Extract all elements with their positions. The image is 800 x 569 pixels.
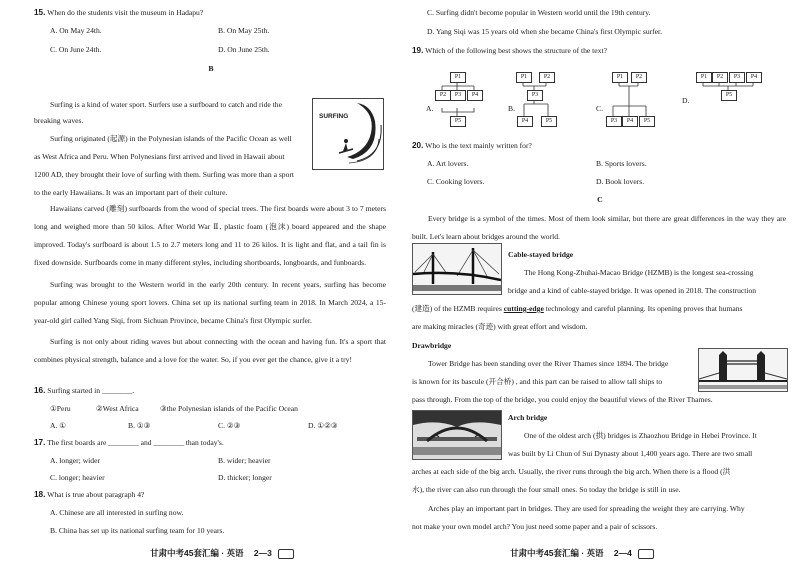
q19-b-p2: P2 bbox=[539, 72, 555, 83]
passage-b-p5: Surfing is not only about riding waves but about connecting with the ocean and having fun. It's a sport that combines physical strength, balance and a love for the water. So, if you ever get the chance, give it a try! bbox=[34, 337, 386, 364]
q16-option-a: A. ① bbox=[50, 421, 67, 430]
q19-c-p3: P3 bbox=[606, 116, 622, 127]
q19-b-p1: P1 bbox=[516, 72, 532, 83]
final-p-line1: Arches play an important part in bridges. They are used for spreading the weight they are carrying. Why bbox=[428, 504, 745, 513]
q20-text: Who is the text mainly written for? bbox=[425, 141, 532, 150]
q19-a-p3: P3 bbox=[450, 90, 466, 101]
q20-option-c: C. Cooking lovers. bbox=[427, 177, 485, 186]
q18-option-d: D. Yang Siqi was 15 years old when she became China's first Olympic surfer. bbox=[427, 27, 663, 36]
cable-p-line3-post: technology and careful planning. Its opening proves that humans bbox=[543, 304, 743, 313]
q20-option-b: B. Sports lovers. bbox=[596, 159, 647, 168]
cable-p-line4: are making miracles (奇迹) with great effort and wisdom. bbox=[412, 322, 588, 331]
q16-option-b: B. ①③ bbox=[128, 421, 151, 430]
q19-c-p2: P2 bbox=[631, 72, 647, 83]
q16-item-3: ③the Polynesian islands of the Pacific Ocean bbox=[160, 404, 298, 413]
left-footer bbox=[150, 548, 294, 559]
q15-option-c: C. On June 24th. bbox=[50, 45, 102, 54]
q18-number: 18. bbox=[34, 490, 46, 499]
cutting-edge-term: cutting-edge bbox=[503, 304, 544, 313]
passage-b-p4: Surfing was brought to the Western world in the early 20th century. In recent years, surfing has become popular among Chinese young sport lovers. China set up its national surfing team in 2018. In March 2024, a 15-year-old girl called Yang Siqi, from Sichuan Province, became China's first Olympic surfer. bbox=[34, 280, 386, 325]
q19-d-p1: P1 bbox=[696, 72, 712, 83]
arch-p-line3: arches at each side of the big arch. Usually, the river runs through the big arch. When there is a flood (洪 bbox=[412, 467, 731, 476]
q17-option-d: D. thicker; longer bbox=[218, 473, 272, 482]
q19-c-p5: P5 bbox=[639, 116, 655, 127]
passage-b-p2-line1: Surfing originated (起源) in the Polynesian islands of the Pacific Ocean as well bbox=[50, 134, 292, 143]
section-c-heading: C bbox=[597, 195, 603, 204]
q18-option-a: A. Chinese are all interested in surfing now. bbox=[50, 508, 184, 517]
right-footer-title: 甘肃中考45套汇编 · 英语 bbox=[510, 548, 604, 559]
q17-number: 17. bbox=[34, 438, 46, 447]
cable-p-line1: The Hong Kong-Zhuhai-Macao Bridge (HZMB) is the longest sea-crossing bbox=[524, 268, 754, 277]
passage-b-p3: Hawaiians carved (雕刻) surfboards from the wood of special trees. The first boards were about 3 to 7 meters long and weighed more than 50 kilos. After World War Ⅱ, plastic foam (泡沫) board appeared and the shape improved. Today's surfboard is about 1.5 to 2.7 meters long and 11 to 26 kilos. It is light and flat, and a tail fin is fixed downside. Surfboards come in many different styles, including shortboards, longboards, and funboards. bbox=[34, 204, 386, 267]
q19-b-p4: P4 bbox=[517, 116, 533, 127]
q16-text: Surfing started in ________. bbox=[47, 386, 135, 395]
q19-d-p4: P4 bbox=[746, 72, 762, 83]
q20-number: 20. bbox=[412, 141, 424, 150]
tower-bridge-drawing bbox=[699, 349, 787, 391]
q19-diagrams bbox=[400, 62, 800, 134]
q16-number: 16. bbox=[34, 386, 46, 395]
q19-text: Which of the following best shows the structure of the text? bbox=[425, 46, 607, 55]
surfing-image bbox=[312, 98, 384, 170]
q15-option-b: B. On May 25th. bbox=[218, 26, 270, 35]
arch-p-line2: was built by Li Chun of Sui Dynasty about 1,400 years ago. There are two small bbox=[508, 449, 753, 458]
q17-text: The first boards are ________ and ________ than today's. bbox=[47, 438, 224, 447]
q17-option-a: A. longer; wider bbox=[50, 456, 100, 465]
q15-option-a: A. On May 24th. bbox=[50, 26, 102, 35]
q19-d-p2: P2 bbox=[712, 72, 728, 83]
q19-option-c-letter: C. bbox=[596, 104, 603, 113]
q18-option-c: C. Surfing didn't become popular in Western world until the 19th century. bbox=[427, 8, 651, 17]
left-footer-logo bbox=[278, 549, 294, 559]
right-footer bbox=[510, 548, 654, 559]
passage-b-p1-line1: Surfing is a kind of water sport. Surfers use a surfboard to catch and ride the bbox=[50, 100, 282, 109]
wave-drawing bbox=[313, 99, 383, 169]
cable-p-line3-pre: (建造) of the HZMB requires bbox=[412, 304, 504, 313]
q19-a-p5: P5 bbox=[450, 116, 466, 127]
section-b-heading: B bbox=[208, 64, 214, 73]
surfing-image-label: SURFING bbox=[319, 113, 349, 120]
q18-stem bbox=[34, 490, 144, 500]
left-footer-title: 甘肃中考45套汇编 · 英语 bbox=[150, 548, 244, 559]
passage-b-p2-line3: 1200 AD, they brought their love of surfing with them. Surfing was more than a sport bbox=[34, 170, 295, 179]
q17-stem bbox=[34, 438, 224, 448]
tower-bridge-image bbox=[698, 348, 788, 392]
passage-b-p1-line2: breaking waves. bbox=[34, 116, 84, 125]
q19-a-p1: P1 bbox=[450, 72, 466, 83]
q19-d-p3: P3 bbox=[729, 72, 745, 83]
cable-bridge-drawing bbox=[413, 244, 501, 294]
passage-c-intro: Every bridge is a symbol of the times. Most of them look similar, but there are great differences in the way they are built. Let's learn about bridges around the world. bbox=[412, 214, 786, 241]
q15-stem bbox=[34, 8, 203, 18]
drawbridge-p-line3: pass through. From the top of the bridge, you could enjoy the beautiful views of the River Thames. bbox=[412, 395, 713, 404]
q15-text: When do the students visit the museum in Hadapu? bbox=[47, 8, 204, 17]
cable-p-line3 bbox=[412, 304, 788, 313]
q20-stem bbox=[412, 141, 532, 151]
q19-stem bbox=[412, 46, 607, 56]
arch-p-line1: One of the oldest arch (拱) bridges is Zhaozhou Bridge in Hebei Province. It bbox=[524, 431, 757, 440]
q16-stem bbox=[34, 386, 134, 396]
q16-option-d: D. ①②③ bbox=[308, 421, 338, 430]
arch-bridge-drawing bbox=[413, 411, 501, 459]
drawbridge-p-line2: is known for its bascule (开合桥) , and this part can be raised to allow tall ships to bbox=[412, 377, 663, 386]
cable-p-line2: bridge and a kind of cable-stayed bridge. It was opened in 2018. The construction bbox=[508, 286, 757, 295]
cable-stayed-bridge-image bbox=[412, 243, 502, 295]
q18-option-b: B. China has set up its national surfing team for 10 years. bbox=[50, 526, 225, 535]
right-footer-logo bbox=[638, 549, 654, 559]
passage-b-p2-line2: as West Africa and Peru. When Polynesians first arrived and lived in Hawaii about bbox=[34, 152, 285, 161]
q17-option-c: C. longer; heavier bbox=[50, 473, 105, 482]
q19-number: 19. bbox=[412, 46, 424, 55]
q19-option-b-letter: B. bbox=[508, 104, 515, 113]
left-footer-page: 2—3 bbox=[253, 548, 272, 559]
q19-option-a-letter: A. bbox=[426, 104, 434, 113]
q16-item-1: ①Peru bbox=[50, 404, 71, 413]
q20-option-a: A. Art lovers. bbox=[427, 159, 469, 168]
passage-b-p2-line4: to the early Hawaiians. It was an important part of their culture. bbox=[34, 188, 228, 197]
q20-option-d: D. Book lovers. bbox=[596, 177, 645, 186]
q18-text: What is true about paragraph 4? bbox=[47, 490, 145, 499]
q15-number: 15. bbox=[34, 8, 46, 17]
q19-option-d-letter: D. bbox=[682, 96, 690, 105]
drawbridge-p-line1: Tower Bridge has been standing over the River Thames since 1894. The bridge bbox=[428, 359, 669, 368]
q19-c-p1: P1 bbox=[612, 72, 628, 83]
q19-b-p5: P5 bbox=[541, 116, 557, 127]
q19-c-p4: P4 bbox=[622, 116, 638, 127]
q16-item-2: ②West Africa bbox=[96, 404, 139, 413]
arch-p-line4: 水), the river can also run through the four small ones. So today the bridge is still in use. bbox=[412, 485, 681, 494]
q19-d-p5: P5 bbox=[721, 90, 737, 101]
q16-option-c: C. ②③ bbox=[218, 421, 241, 430]
q17-option-b: B. wider; heavier bbox=[218, 456, 271, 465]
arch-bridge-image bbox=[412, 410, 502, 460]
q19-a-p2: P2 bbox=[435, 90, 451, 101]
drawbridge-heading: Drawbridge bbox=[412, 341, 452, 350]
right-page bbox=[400, 0, 800, 569]
cable-stayed-heading: Cable-stayed bridge bbox=[508, 250, 574, 259]
arch-bridge-heading: Arch bridge bbox=[508, 413, 548, 422]
right-footer-page: 2—4 bbox=[613, 548, 632, 559]
q19-a-p4: P4 bbox=[467, 90, 483, 101]
q15-option-d: D. On June 25th. bbox=[218, 45, 270, 54]
q19-b-p3: P3 bbox=[527, 90, 543, 101]
final-p-line2: not make your own model arch? You just need some paper and a pair of scissors. bbox=[412, 522, 658, 531]
